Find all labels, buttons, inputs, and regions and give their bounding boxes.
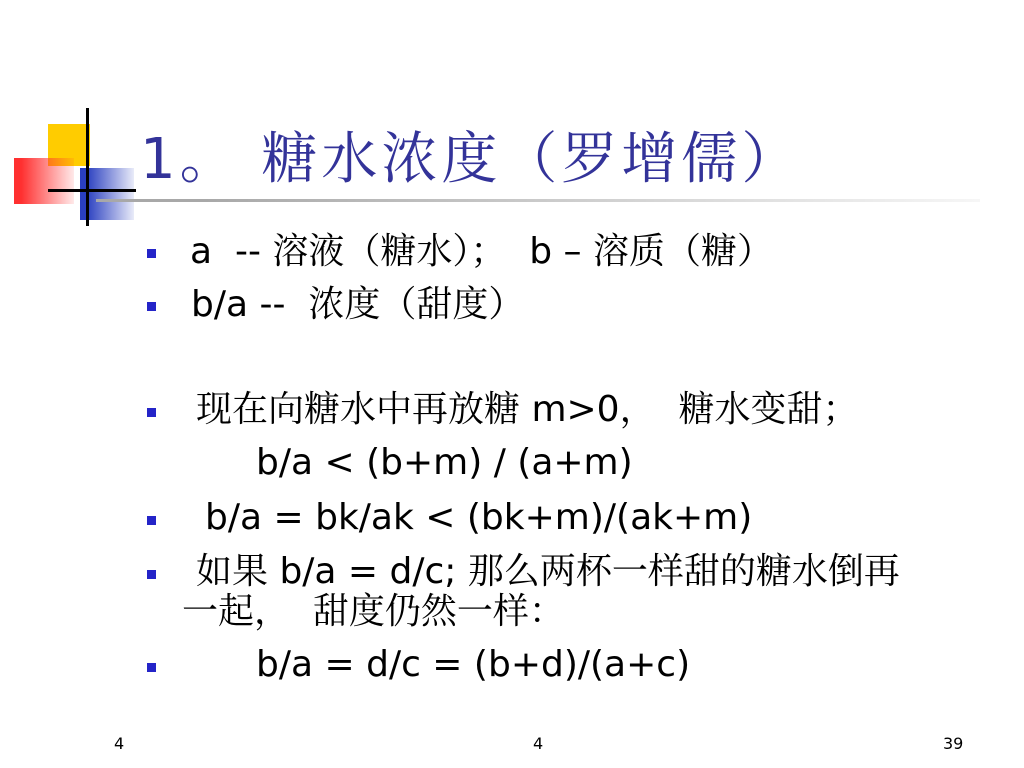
bullet-item-text: b/a -- 浓度（甜度） [191, 284, 525, 325]
bullet-item-text: 如果 b/a = d/c; 那么两杯一样甜的糖水倒再 [196, 551, 900, 592]
bullet-item-text: a -- 溶液（糖水）； b – 溶质（糖） [190, 231, 773, 272]
footer-center-text: 4 [533, 734, 544, 753]
bullet-item-text: 现在向糖水中再放糖 m>0， 糖水变甜； [196, 389, 859, 430]
slide-number: 39 [943, 734, 964, 753]
square-bullet-icon [147, 516, 156, 525]
bullet-item-text: b/a = bk/ak < (bk+m)/(ak+m) [205, 497, 753, 538]
square-bullet-icon [147, 408, 156, 417]
bullet-item-text-wrapped: 一起， 甜度仍然一样： [182, 591, 565, 632]
bullet-item-continuation: b/a < (b+m) / (a+m) [256, 442, 633, 483]
decor-vertical-line [86, 108, 89, 226]
bullet-item-text: b/a = d/c = (b+d)/(a+c) [256, 644, 691, 685]
slide-title: 1。 糖水浓度（罗增儒） [140, 127, 802, 192]
decor-horizontal-line [48, 189, 136, 192]
decor-red-square [14, 158, 74, 204]
square-bullet-icon [147, 302, 156, 311]
square-bullet-icon [147, 570, 156, 579]
title-underline-rule [96, 199, 980, 202]
square-bullet-icon [147, 663, 156, 672]
square-bullet-icon [147, 249, 156, 258]
footer-left-text: 4 [114, 734, 125, 753]
